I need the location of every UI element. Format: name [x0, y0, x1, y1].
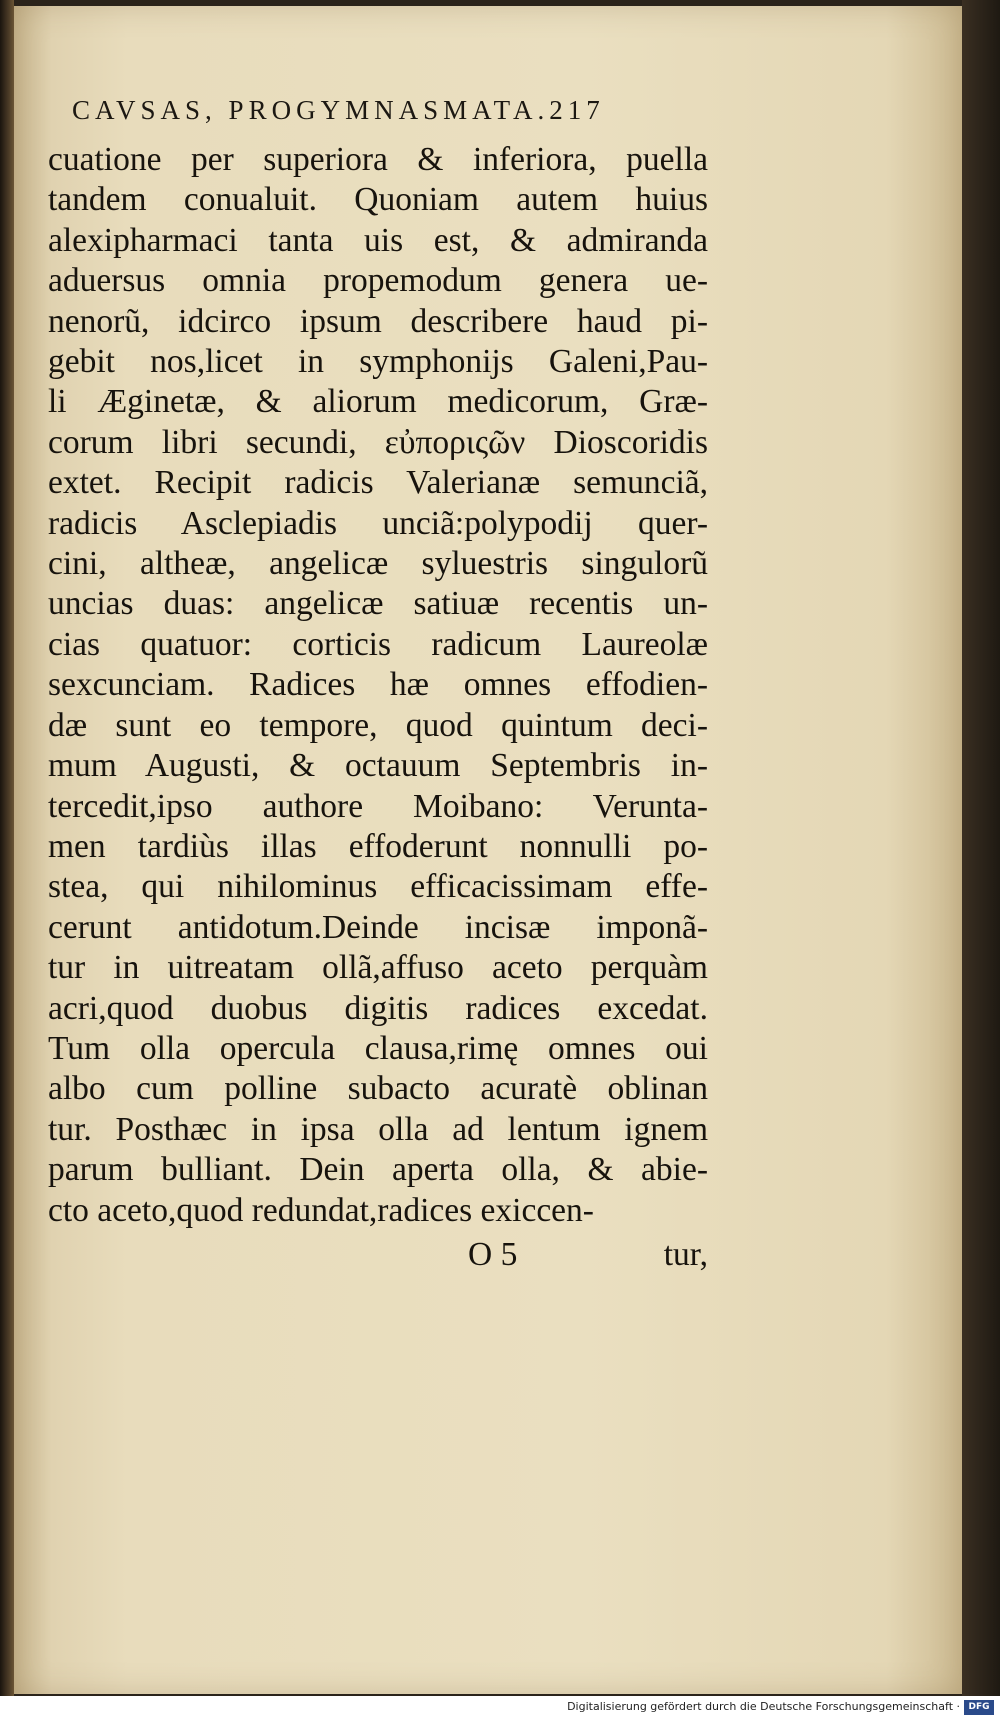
text-line: cias quatuor: corticis radicum Laureolæ — [48, 625, 708, 663]
text-line: tur in uitreatam ollã,affuso aceto perquàm — [48, 949, 708, 987]
text-line: uncias duas: angelicæ satiuæ recentis un- — [48, 585, 708, 623]
text-line: mum Augusti, & octauum Septembris in- — [48, 747, 708, 785]
text-line: tercedit,ipso authore Moibano: Verunta- — [48, 787, 708, 825]
text-line: cuatione per superiora & inferiora, puella — [48, 141, 708, 178]
catchword: tur, — [663, 1236, 708, 1273]
text-line: stea, qui nihilominus efficacissimam effe- — [48, 868, 708, 906]
signature-mark: O 5 — [468, 1236, 518, 1273]
book-spine-edge — [0, 0, 14, 1696]
text-line: tandem conualuit. Quoniam autem huius — [48, 181, 708, 219]
page-body-text — [48, 140, 708, 1231]
footer-bar — [0, 1696, 1000, 1720]
page-signature-line — [468, 1236, 708, 1276]
running-header: CAVSAS, PROGYMNASMATA.217 — [72, 95, 605, 125]
text-line: nenorũ, idcirco ipsum describere haud pi- — [48, 302, 708, 340]
scan-right-edge — [962, 0, 1000, 1696]
text-line: gebit nos,licet in symphonijs Galeni,Pau- — [48, 343, 708, 381]
text-line: aduersus omnia propemodum genera ue- — [48, 262, 708, 300]
text-line: tur. Posthæc in ipsa olla ad lentum ignem — [48, 1110, 708, 1148]
text-line: extet. Recipit radicis Valerianæ semunciã, — [48, 464, 708, 502]
text-line: albo cum polline subacto acuratè oblinan — [48, 1070, 708, 1108]
dfg-logo-icon: DFG — [964, 1700, 994, 1715]
text-line: cerunt antidotum.Deinde incisæ imponã- — [48, 908, 708, 946]
text-line: sexcunciam. Radices hæ omnes effodien- — [48, 666, 708, 704]
text-line: alexipharmaci tanta uis est, & admiranda — [48, 221, 708, 259]
footer-credit: Digitalisierung gefördert durch die Deutsche Forschungsgemeinschaft · — [567, 1700, 960, 1713]
text-line: cini, altheæ, angelicæ syluestris singulorũ — [48, 545, 708, 583]
text-line: acri,quod duobus digitis radices excedat. — [48, 989, 708, 1027]
text-line: radicis Asclepiadis unciã:polypodij quer- — [48, 504, 708, 542]
text-line: parum bulliant. Dein aperta olla, & abie- — [48, 1151, 708, 1189]
text-line: cto aceto,quod redundat,radices exiccen- — [48, 1191, 594, 1229]
text-line: men tardiùs illas effoderunt nonnulli po- — [48, 827, 708, 865]
text-line: dæ sunt eo tempore, quod quintum deci- — [48, 706, 708, 744]
text-line: corum libri secundi, εὐποριςῶν Dioscoridis — [48, 423, 708, 461]
text-line: Tum olla opercula clausa,rimę omnes oui — [48, 1029, 708, 1067]
text-line: li Æginetæ, & aliorum medicorum, Græ- — [48, 383, 708, 421]
